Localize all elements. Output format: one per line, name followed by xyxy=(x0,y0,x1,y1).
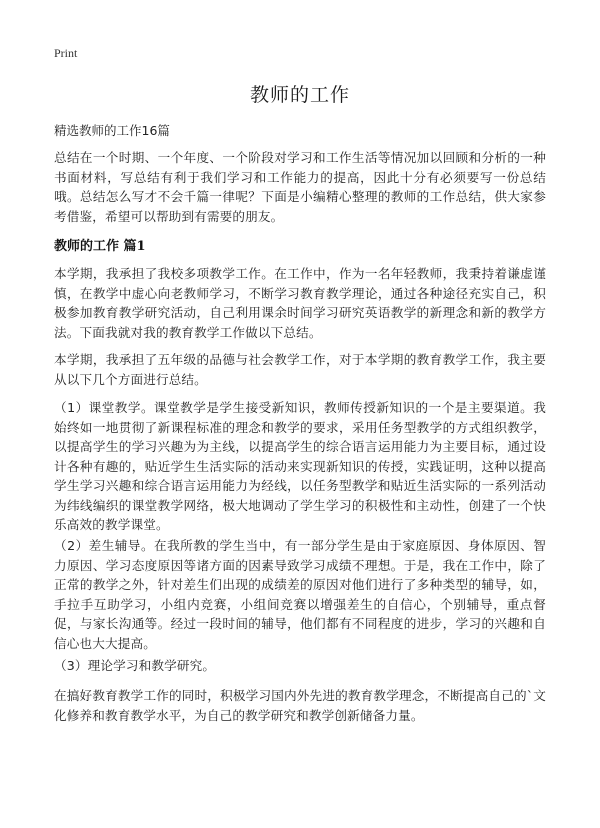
print-link[interactable]: Print xyxy=(54,46,78,60)
section-paragraph-4: （2）差生辅导。在我所教的学生当中，有一部分学生是由于家庭原因、身体原因、智力原因、学习态度原因等诸方面的因素导致学习成绩不理想。于是，我在工作中，除了正常的教学之外，针对差生们出现的成绩差的原因对他们进行了多种类型的辅导，如，手拉手互助学习，小组内竞赛，小组间竞赛以增强差生的自信心，个别辅导，重点督促，与家长沟通等。经过一段时间的辅导，他们都有不同程度的进步，学习的兴趣和自信心也大大提高。 xyxy=(54,538,546,651)
section-paragraph-1: 本学期，我承担了我校多项教学工作。在工作中，作为一名年轻教师，我秉持着谦虚谨慎，在教学中虚心向老教师学习，不断学习教育教学理论，通过各种途径充实自己，积极参加教育教学研究活动，自己利用课余时间学习研究英语教学的新理念和新的教学方法。下面我就对我的教育教学工作做以下总结。 xyxy=(54,266,546,340)
section-paragraph-3: （1）课堂教学。课堂教学是学生接受新知识，教师传授新知识的一个是主要渠道。我始终如一地贯彻了新课程标准的理念和教学的要求，采用任务型教学的方式组织教学，以提高学生的学习兴趣为为主线，以提高学生的综合语言运用能力为主要目标，通过设计各种有趣的，贴近学生生活实际的活动来实现新知识的传授，实践证明，这种以提高学生学习兴趣和综合语言运用能力为经线，以任务型教学和贴近生活实际的一系列活动为纬线编织的课堂教学网络，极大地调动了学生学习的积极性和主动性，创建了一个快乐高效的教学课堂。 xyxy=(54,400,546,532)
section-paragraph-2: 本学期，我承担了五年级的品德与社会教学工作，对于本学期的教育教学工作，我主要从以下几个方面进行总结。 xyxy=(54,352,546,387)
document-subtitle: 精选教师的工作16篇 xyxy=(54,123,170,138)
section-paragraph-6: 在搞好教育教学工作的同时，积极学习国内外先进的教育教学理念，不断提高自己的`文化修养和教育教学水平，为自己的教学研究和教学创新储备力量。 xyxy=(54,688,546,723)
section-paragraph-5: （3）理论学习和教学研究。 xyxy=(54,658,216,673)
page-title: 教师的工作 xyxy=(249,84,350,106)
section-heading: 教师的工作 篇1 xyxy=(54,239,146,254)
intro-paragraph: 总结在一个时期、一个年度、一个阶段对学习和工作生活等情况加以回顾和分析的一种书面材料，写总结有利于我们学习和工作能力的提高，因此十分有必须要写一份总结哦。总结怎么写才不会千篇一律呢？下面是小编精心整理的教师的工作总结，供大家参考借鉴，希望可以帮助到有需要的朋友。 xyxy=(54,150,546,224)
